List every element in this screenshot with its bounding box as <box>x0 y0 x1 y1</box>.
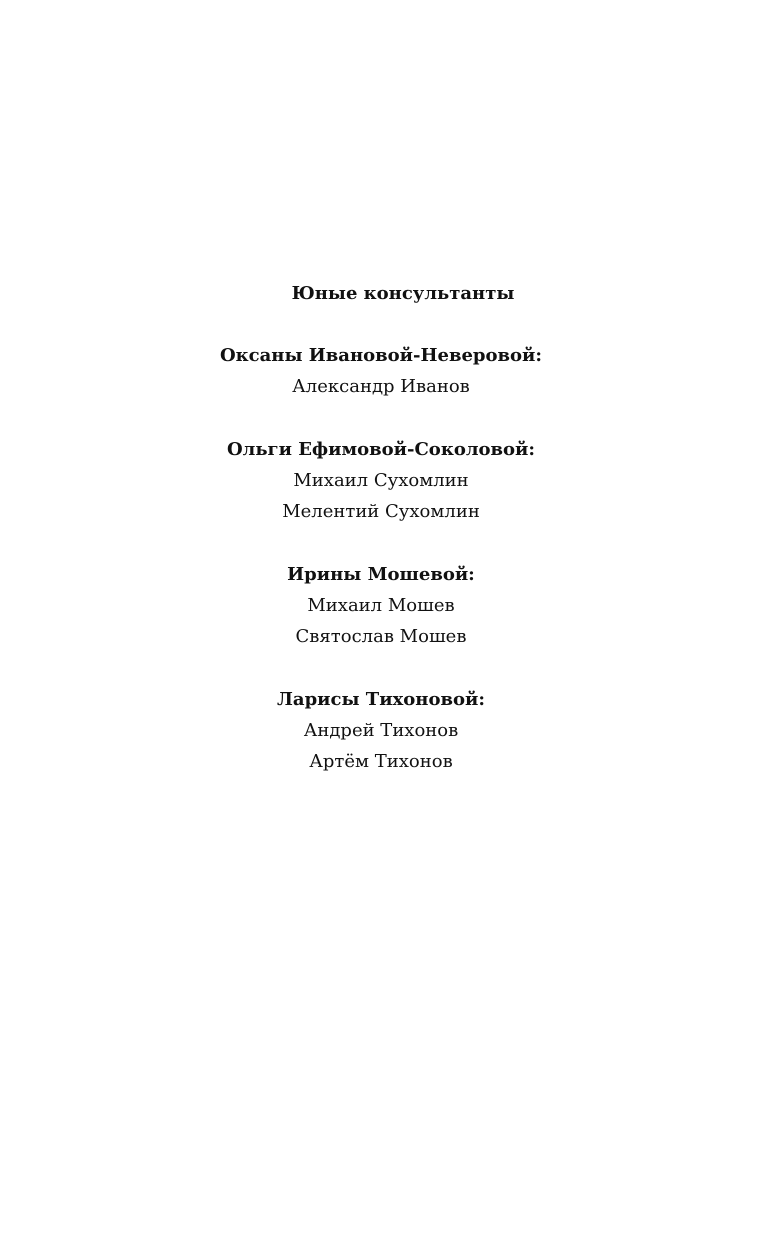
consultant-name: Святослав Мошев <box>295 626 467 647</box>
consultant-name: Михаил Сухомлин <box>293 470 469 491</box>
consultant-name: Андрей Тихонов <box>303 720 459 741</box>
consultant-name: Мелентий Сухомлин <box>282 501 480 522</box>
consultant-group-mosheva <box>0 559 762 652</box>
group-heading: Ларисы Тихоновой: <box>277 689 485 710</box>
page-title: Юные консультанты <box>291 283 515 304</box>
consultant-name: Артём Тихонов <box>309 751 453 772</box>
group-heading: Ольги Ефимовой-Соколовой: <box>226 439 536 460</box>
group-heading: Оксаны Ивановой-Неверовой: <box>220 345 542 366</box>
group-heading: Ирины Мошевой: <box>287 564 475 585</box>
consultant-name: Александр Иванов <box>292 376 470 397</box>
consultant-group-ivanova <box>0 340 762 402</box>
consultant-name: Михаил Мошев <box>307 595 455 616</box>
consultant-group-efimova <box>0 434 762 527</box>
consultant-group-tikhonova <box>0 684 762 777</box>
